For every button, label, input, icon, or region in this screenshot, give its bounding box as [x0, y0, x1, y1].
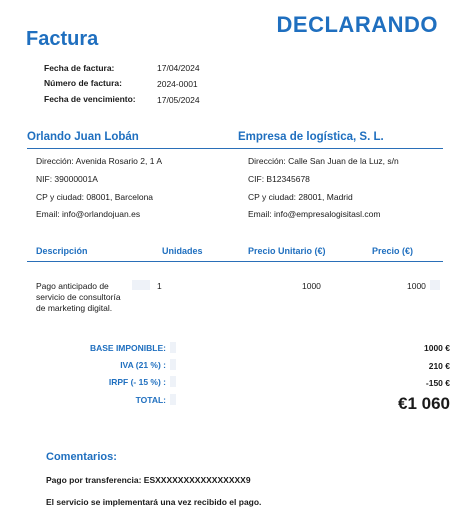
- taxable-base-label: BASE IMPONIBLE:: [89, 343, 166, 353]
- column-header-description: Descripción: [36, 246, 88, 256]
- service-note: El servicio se implementará una vez recibido el pago.: [46, 497, 262, 507]
- row-unit-price: 1000: [302, 281, 321, 291]
- total-value: €1 060: [398, 394, 450, 413]
- row-description-line-1: Pago anticipado de: [36, 281, 109, 291]
- client-address: Dirección: Calle San Juan de la Luz, s/n: [248, 156, 399, 166]
- issuer-email: Email: info@orlandojuan.es: [36, 209, 141, 219]
- brand-logo: DECLARANDO: [276, 12, 438, 37]
- party-divider: [27, 148, 443, 149]
- issuer-address: Dirección: Avenida Rosario 2, 1 A: [36, 156, 162, 166]
- issuer-name: Orlando Juan Lobán: [27, 131, 139, 143]
- vat-fill: [170, 359, 176, 370]
- payment-method-note: Pago por transferencia: ESXXXXXXXXXXXXXXXX9: [46, 475, 251, 485]
- invoice-date-value: 17/04/2024: [157, 63, 200, 73]
- taxable-base-fill: [170, 342, 176, 353]
- invoice-date-label: Fecha de factura:: [44, 63, 115, 73]
- row-price: 1000: [407, 281, 426, 291]
- irpf-value: -150 €: [425, 378, 450, 388]
- issuer-city: CP y ciudad: 08001, Barcelona: [36, 192, 154, 202]
- due-date-value: 17/05/2024: [157, 95, 200, 105]
- price-cell-fill: [430, 280, 440, 290]
- invoice-number-value: 2024-0001: [157, 79, 198, 89]
- vat-value: 210 €: [428, 361, 450, 371]
- taxable-base-value: 1000 €: [424, 343, 450, 353]
- description-cell-fill: [132, 280, 150, 290]
- invoice-title: Factura: [26, 28, 99, 50]
- table-header-divider: [27, 261, 443, 262]
- irpf-fill: [170, 376, 176, 387]
- client-tax-id: CIF: B12345678: [248, 174, 310, 184]
- column-header-unit-price: Precio Unitario (€): [248, 246, 326, 256]
- client-name: Empresa de logística, S. L.: [238, 131, 384, 143]
- column-header-units: Unidades: [162, 246, 203, 256]
- row-description-line-3: de marketing digital.: [36, 303, 113, 313]
- vat-label: IVA (21 %) :: [120, 360, 166, 370]
- invoice-number-label: Número de factura:: [44, 78, 122, 88]
- client-email: Email: info@empresalogisitasl.com: [248, 209, 381, 219]
- total-fill: [170, 394, 176, 405]
- total-label: TOTAL:: [135, 395, 166, 405]
- column-header-price: Precio (€): [372, 246, 414, 256]
- due-date-label: Fecha de vencimiento:: [44, 94, 136, 104]
- issuer-tax-id: NIF: 39000001A: [36, 174, 98, 184]
- row-units: 1: [157, 281, 162, 291]
- comments-title: Comentarios:: [46, 451, 117, 463]
- row-description-line-2: servicio de consultoría: [36, 292, 121, 302]
- irpf-label: IRPF (- 15 %) :: [108, 377, 166, 387]
- client-city: CP y ciudad: 28001, Madrid: [248, 192, 353, 202]
